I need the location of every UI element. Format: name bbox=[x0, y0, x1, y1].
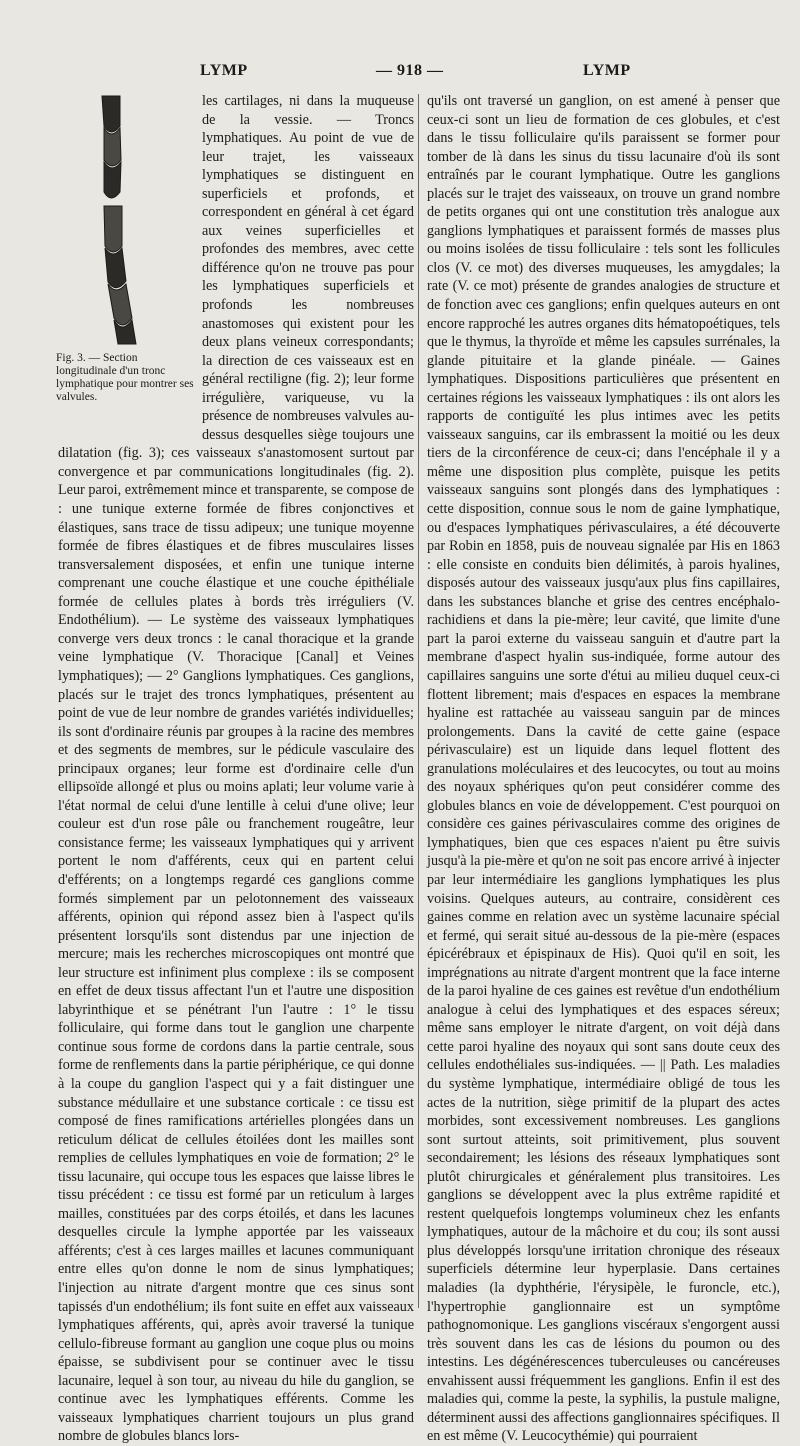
left-column-text: les cartilages, ni dans la muqueuse de la vessie. — Troncs lymphatiques. Au point de vue de leur trajet, les vaisseaux lymphatiques se distinguent en superficiels et profonds, et correspondent en général à cet égard aux veines superficielles et profondes des membres, avec cette différence qu'on ne trouve pas pour les lymphatiques superficiels et profonds les nombreuses anastomoses qui existent pour les deux plans veineux correspondants; la direction de ces vaisseaux est en général rectiligne (fig. 2); leur forme irrégulière, variqueuse, vu la présence de nombreuses valvules au-dessus desquelles siège toujours une dilatation (fig. 3); ces vaisseaux s'anastomosent surtout par convergence et par communications longitudinales (fig. 2). Leur paroi, extrêmement mince et transparente, se compose de : une tunique externe formée de fibres conjonctives et élastiques, sans trace de tissu adipeux; une tunique moyenne formée de fibres élastiques et de fibres musculaires lisses transversalement disposées, et enfin une tunique interne comprenant une couche élastique et une couche épithéliale formée de cellules plates à bords très irréguliers (V. Endothélium). — Le système des vaisseaux lymphatiques converge vers deux troncs : le canal thoracique et la grande veine lymphatique (V. Thoracique [Canal] et Veines lymphatiques); — 2° Ganglions lymphatiques. Ces ganglions, placés sur le trajet des troncs lymphatiques, présentent au point de vue de leur nombre de grandes variétés individuelles; ils sont d'ordinaire réunis par groupes à la racine des membres et des segments de membres, sur le pédicule vasculaire des principaux organes; leur forme est d'ordinaire celle d'un ellipsoïde allongé et plus ou moins aplati; leur volume varie à l'état normal de celui d'une lentille à celui d'une olive; leur couleur est d'un rose pâle ou franchement rougeâtre, leur consistance ferme; les vaisseaux lymphatiques qui y arrivent portent le nom d'afférents, ceux qui en partent celui d'efférents; on a longtemps regardé ces ganglions comme formés simplement par un pelotonnement des vaisseaux afférents, opinion qui répond assez bien à l'aspect qu'ils présentent lorsqu'ils sont distendus par une injection de mercure; mais les recherches microscopiques ont montré que leur structure est infiniment plus complexe : ils se composent en effet de deux tissus affectant l'un et l'autre une disposition labyrinthique et se pénétrant l'un l'autre : 1° le tissu folliculaire, qui forme dans tout le ganglion une charpente continue sous forme de cordons dans la partie centrale, sous forme de renflements dans la partie périphérique, ce qui donne à la coupe du ganglion l'aspect qui y a fait distinguer une substance médullaire et une substance corticale : ce tissu est composé de fines ramifications artérielles plongées dans un reticulum délicat de cellules étoilées dont les mailles sont remplies de cellules lymphatiques en voie de formation; 2° le tissu lacunaire, qui occupe tous les espaces que laisse libres le tissu précédent : ce tissu est formé par un reticulum à larges mailles, constituées par des corps étoilés, et dans les lacunes desquelles circule la lymphe apportée par les vaisseaux afférents; c'est à ces larges mailles et lacunes communiquant entre elles qu'on donne le nom de sinus lymphatiques; l'injection au nitrate d'argent montre que ces sinus sont tapissés d'un endothélium; ils font suite en effet aux vaisseaux lymphatiques afférents, qui, après avoir traversé la tunique cellulo-fibreuse formant au ganglion une coque plus ou moins épaisse, se subdivisent pour se continuer avec le tissu lacunaire, lequel à son tour, au niveau du hile du ganglion, se continue avec les lymphatiques efférents. Comme les vaisseaux lymphatiques charrient toujours un plus grand nombre de globules blancs lors- bbox=[58, 93, 414, 1445]
figure-caption: Fig. 3. — Section longitudinale d'un tronc lymphatique pour montrer ses valvules. bbox=[56, 352, 194, 403]
running-header bbox=[0, 56, 800, 86]
right-column bbox=[427, 92, 780, 1445]
lymphatic-vessel-illustration bbox=[94, 96, 156, 346]
right-column-text: qu'ils ont traversé un ganglion, on est amené à penser que ceux-ci sont un lieu de formation de ces globules, et c'est dans le tissu folliculaire qu'ils paraissent se former pour tomber de là dans les sinus du tissu lacunaire d'où ils sont entraînés par le courant lymphatique. Outre les ganglions placés sur le trajet des vaisseaux, on trouve un grand nombre de petits organes qui ont une constitution très analogue aux ganglions lymphatiques et paraissent formés de masses plus ou moins isolées de tissu folliculaire : tels sont les follicules clos (V. ce mot) des diverses muqueuses, les amygdales; la rate (V. ce mot) présente de grandes analogies de structure et de fonction avec ces ganglions; enfin quelques auteurs en ont encore rapproché les autres organes dits hématopoétiques, tels que le thymus, la thyroïde et même les capsules surrénales, la glande pituitaire et la glande pinéale. — Gaines lymphatiques. Dispositions particulières que présentent en certaines régions les vaisseaux lymphatiques : ils ont alors les rapports de contiguïté les plus intimes avec les petits vaisseaux sanguins, car ils embrassent la moitié ou les deux tiers de la circonférence de ceux-ci; dans l'encéphale il y a même une disposition plus complète, puisque les petits vaisseaux sanguins sont plongés dans des lymphatiques : cette disposition, connue sous le nom de gaine lymphatique, ou d'espaces lymphatiques périvasculaires, a été découverte par Robin en 1858, puis de nouveau signalée par His en 1863 : elle consiste en conduits bien délimités, à parois hyalines, disposés autour des vaisseaux jusqu'aux plus fins capillaires, dans les substances blanche et grise des centres encéphalo-rachidiens et dans la pie-mère; leur cavité, que limite d'une part la paroi externe du vaisseau sanguin et d'autre part la membrane d'aspect hyalin sus-indiquée, forme autour des capillaires sanguins une sorte d'étui au milieu duquel ceux-ci flottent librement; mais d'espaces en espaces la membrane hyaline est rattachée au vaisseau sanguin par de minces prolongements. Dans la cavité de cette gaine (espace périvasculaire) est un liquide dans lequel flottent des granulations moléculaires et des leucocytes, ou tout au moins des noyaux sphériques qu'on peut considérer comme des globules blancs en voie de développement. C'est pourquoi on considère ces gaines périvasculaires comme des origines de lymphatiques, bien que ces espaces n'aient pu être suivis jusqu'à la pie-mère et qu'on ne soit pas encore arrivé à injecter par leur intermédiaire les ganglions lymphatiques les plus voisins. Quelques auteurs, au contraire, considèrent ces gaines comme en relation avec un système lacunaire spécial et fermé, qui serait situé au-dessous de la pie-mère (espaces épicérébraux et épispinaux de His). Quoi qu'il en soit, les imprégnations au nitrate d'argent montrent que la face interne de la paroi hyaline de ces gaines est revêtue d'un endothélium analogue à celui des lymphatiques et des espaces séreux; même sans employer le nitrate d'argent, on voit déjà dans cette paroi hyaline des noyaux qui sont sans doute ceux des cellules endothéliales sus-indiquées. — || Path. Les maladies du système lymphatique, intermédiaire obligé de tous les actes de la nutrition, siège primitif de la plupart des actes morbides, sont excessivement nombreuses. Les ganglions sont surtout atteints, soit primitivement, plus souvent secondairement; les lésions des réseaux lymphatiques sont plutôt chirurgicales et généralement plus transitoires. Les ganglions se développent avec la plus extrême rapidité et restent quelquefois longtemps volumineux chez les enfants lymphatiques, autour de la mâchoire et du cou; ils sont aussi plus développés lorsqu'une irritation chronique des réseaux superficiels détermine leur hyperplasie. Dans certaines maladies (la dyphthérie, l'érysipèle, le furoncle, etc.), l'hypertrophie ganglionnaire est un symptôme pathognomonique. Les ganglions viscéraux s'engorgent aussi très souvent dans les cas de lésions du poumon ou des intestins. Les dégénérescences tuberculeuses ou cancéreuses envahissent aussi fréquemment les ganglions. Enfin il est des maladies qui, comme la peste, la syphilis, la pustule maligne, déterminent aussi des affections ganglionnaires spécifiques. Il en est même (V. Leucocythémie) qui pourraient bbox=[427, 93, 780, 1445]
header-left-keyword: LYMP bbox=[200, 62, 248, 79]
left-column bbox=[56, 92, 414, 1445]
page-number: — 918 — bbox=[376, 62, 444, 79]
figure-3 bbox=[56, 96, 196, 436]
header-right-keyword: LYMP bbox=[583, 62, 631, 79]
column-divider bbox=[418, 94, 419, 1308]
